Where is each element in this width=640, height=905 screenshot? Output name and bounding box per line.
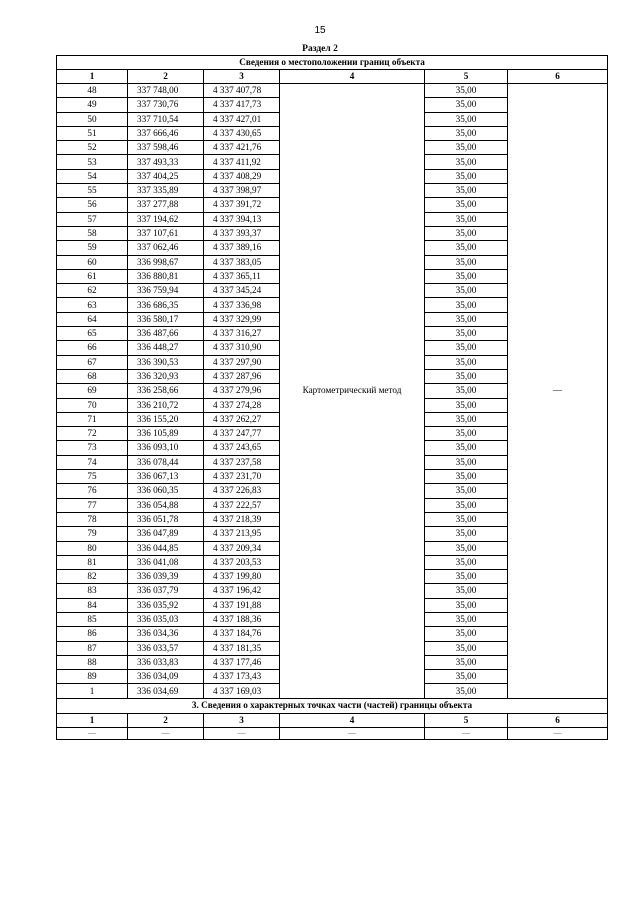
x-coordinate-cell: 336 054,88 [128,498,204,512]
accuracy-cell: 35,00 [425,455,508,469]
accuracy-cell: 35,00 [425,312,508,326]
point-number-cell: 67 [57,355,128,369]
point-number-cell: 55 [57,184,128,198]
boundary-table [56,55,608,740]
accuracy-cell: 35,00 [425,498,508,512]
y-coordinate-cell: 4 337 199,80 [204,570,280,584]
y-coordinate-cell: 4 337 389,16 [204,241,280,255]
x-coordinate-cell: 336 448,27 [128,341,204,355]
x-coordinate-cell: 336 880,81 [128,269,204,283]
accuracy-cell: 35,00 [425,627,508,641]
y-coordinate-cell: 4 337 391,72 [204,198,280,212]
x-coordinate-cell: 337 748,00 [128,84,204,98]
x-coordinate-cell: 336 067,13 [128,470,204,484]
point-number-cell: 81 [57,555,128,569]
y-coordinate-cell: 4 337 408,29 [204,169,280,183]
point-number-cell: 70 [57,398,128,412]
x-coordinate-cell: 337 666,46 [128,126,204,140]
point-number-cell: 82 [57,570,128,584]
accuracy-cell: 35,00 [425,684,508,698]
empty-cell: — [204,727,280,739]
column-header: 3 [204,713,280,727]
point-number-cell: 85 [57,612,128,626]
accuracy-cell: 35,00 [425,284,508,298]
y-coordinate-cell: 4 337 188,36 [204,612,280,626]
point-number-cell: 1 [57,684,128,698]
table-title-row [57,56,608,70]
point-number-cell: 52 [57,141,128,155]
accuracy-cell: 35,00 [425,112,508,126]
y-coordinate-cell: 4 337 310,90 [204,341,280,355]
x-coordinate-cell: 336 033,83 [128,655,204,669]
accuracy-cell: 35,00 [425,255,508,269]
point-number-cell: 76 [57,484,128,498]
column-header: 6 [508,713,608,727]
accuracy-cell: 35,00 [425,226,508,240]
y-coordinate-cell: 4 337 231,70 [204,470,280,484]
point-number-cell: 88 [57,655,128,669]
x-coordinate-cell: 336 759,94 [128,284,204,298]
y-coordinate-cell: 4 337 427,01 [204,112,280,126]
point-number-cell: 74 [57,455,128,469]
y-coordinate-cell: 4 337 365,11 [204,269,280,283]
x-coordinate-cell: 337 062,46 [128,241,204,255]
point-number-cell: 77 [57,498,128,512]
y-coordinate-cell: 4 337 184,76 [204,627,280,641]
point-number-cell: 57 [57,212,128,226]
x-coordinate-cell: 336 686,35 [128,298,204,312]
y-coordinate-cell: 4 337 191,88 [204,598,280,612]
empty-cell: — [57,727,128,739]
y-coordinate-cell: 4 337 213,95 [204,527,280,541]
y-coordinate-cell: 4 337 329,99 [204,312,280,326]
accuracy-cell: 35,00 [425,598,508,612]
description-cell: — [508,84,608,699]
accuracy-cell: 35,00 [425,269,508,283]
point-number-cell: 62 [57,284,128,298]
empty-cell: — [508,727,608,739]
section-title: Раздел 2 [302,44,338,54]
x-coordinate-cell: 336 037,79 [128,584,204,598]
accuracy-cell: 35,00 [425,84,508,98]
accuracy-cell: 35,00 [425,412,508,426]
point-number-cell: 50 [57,112,128,126]
column-header: 2 [128,70,204,84]
x-coordinate-cell: 336 034,36 [128,627,204,641]
x-coordinate-cell: 337 710,54 [128,112,204,126]
point-number-cell: 89 [57,670,128,684]
section3-header-row [57,713,608,727]
column-header: 4 [280,70,425,84]
point-number-cell: 60 [57,255,128,269]
point-number-cell: 87 [57,641,128,655]
x-coordinate-cell: 336 034,09 [128,670,204,684]
x-coordinate-cell: 337 404,25 [128,169,204,183]
x-coordinate-cell: 336 041,08 [128,555,204,569]
x-coordinate-cell: 336 487,66 [128,327,204,341]
point-number-cell: 68 [57,369,128,383]
accuracy-cell: 35,00 [425,327,508,341]
point-number-cell: 49 [57,98,128,112]
x-coordinate-cell: 336 044,85 [128,541,204,555]
accuracy-cell: 35,00 [425,384,508,398]
x-coordinate-cell: 336 155,20 [128,412,204,426]
accuracy-cell: 35,00 [425,441,508,455]
x-coordinate-cell: 336 105,89 [128,427,204,441]
point-number-cell: 58 [57,226,128,240]
y-coordinate-cell: 4 337 383,05 [204,255,280,269]
table-row [57,84,608,98]
point-number-cell: 54 [57,169,128,183]
accuracy-cell: 35,00 [425,155,508,169]
y-coordinate-cell: 4 337 218,39 [204,512,280,526]
x-coordinate-cell: 336 039,39 [128,570,204,584]
y-coordinate-cell: 4 337 430,65 [204,126,280,140]
column-header: 3 [204,70,280,84]
column-header: 5 [425,713,508,727]
point-number-cell: 83 [57,584,128,598]
y-coordinate-cell: 4 337 421,76 [204,141,280,155]
x-coordinate-cell: 336 051,78 [128,512,204,526]
y-coordinate-cell: 4 337 169,03 [204,684,280,698]
point-number-cell: 71 [57,412,128,426]
page-number: 15 [314,25,326,36]
x-coordinate-cell: 336 390,53 [128,355,204,369]
point-number-cell: 64 [57,312,128,326]
accuracy-cell: 35,00 [425,198,508,212]
column-header: 1 [57,713,128,727]
y-coordinate-cell: 4 337 209,34 [204,541,280,555]
y-coordinate-cell: 4 337 203,53 [204,555,280,569]
table-title: Сведения о местоположении границ объекта [57,56,608,70]
accuracy-cell: 35,00 [425,169,508,183]
accuracy-cell: 35,00 [425,512,508,526]
y-coordinate-cell: 4 337 411,92 [204,155,280,169]
accuracy-cell: 35,00 [425,184,508,198]
column-header: 1 [57,70,128,84]
accuracy-cell: 35,00 [425,584,508,598]
point-number-cell: 73 [57,441,128,455]
point-number-cell: 51 [57,126,128,140]
x-coordinate-cell: 337 194,62 [128,212,204,226]
empty-cell: — [128,727,204,739]
x-coordinate-cell: 336 035,03 [128,612,204,626]
accuracy-cell: 35,00 [425,541,508,555]
x-coordinate-cell: 336 210,72 [128,398,204,412]
accuracy-cell: 35,00 [425,641,508,655]
y-coordinate-cell: 4 337 173,43 [204,670,280,684]
accuracy-cell: 35,00 [425,398,508,412]
y-coordinate-cell: 4 337 243,65 [204,441,280,455]
y-coordinate-cell: 4 337 336,98 [204,298,280,312]
accuracy-cell: 35,00 [425,670,508,684]
y-coordinate-cell: 4 337 417,73 [204,98,280,112]
y-coordinate-cell: 4 337 345,24 [204,284,280,298]
column-header: 5 [425,70,508,84]
x-coordinate-cell: 337 493,33 [128,155,204,169]
y-coordinate-cell: 4 337 181,35 [204,641,280,655]
point-number-cell: 69 [57,384,128,398]
y-coordinate-cell: 4 337 237,58 [204,455,280,469]
accuracy-cell: 35,00 [425,341,508,355]
y-coordinate-cell: 4 337 247,77 [204,427,280,441]
y-coordinate-cell: 4 337 394,13 [204,212,280,226]
empty-cell: — [425,727,508,739]
point-number-cell: 79 [57,527,128,541]
point-number-cell: 72 [57,427,128,441]
x-coordinate-cell: 336 060,35 [128,484,204,498]
point-number-cell: 48 [57,84,128,98]
accuracy-cell: 35,00 [425,484,508,498]
method-cell: Картометрический метод [280,84,425,699]
accuracy-cell: 35,00 [425,355,508,369]
accuracy-cell: 35,00 [425,369,508,383]
x-coordinate-cell: 337 598,46 [128,141,204,155]
x-coordinate-cell: 336 320,93 [128,369,204,383]
y-coordinate-cell: 4 337 196,42 [204,584,280,598]
y-coordinate-cell: 4 337 279,96 [204,384,280,398]
x-coordinate-cell: 336 258,66 [128,384,204,398]
accuracy-cell: 35,00 [425,570,508,584]
y-coordinate-cell: 4 337 287,96 [204,369,280,383]
x-coordinate-cell: 337 107,61 [128,226,204,240]
point-number-cell: 84 [57,598,128,612]
x-coordinate-cell: 336 034,69 [128,684,204,698]
column-header: 2 [128,713,204,727]
empty-cell: — [280,727,425,739]
point-number-cell: 66 [57,341,128,355]
section3-title: 3. Сведения о характерных точках части (частей) границы объекта [57,698,608,713]
accuracy-cell: 35,00 [425,141,508,155]
y-coordinate-cell: 4 337 398,97 [204,184,280,198]
accuracy-cell: 35,00 [425,470,508,484]
point-number-cell: 65 [57,327,128,341]
accuracy-cell: 35,00 [425,126,508,140]
x-coordinate-cell: 337 277,88 [128,198,204,212]
accuracy-cell: 35,00 [425,241,508,255]
y-coordinate-cell: 4 337 274,28 [204,398,280,412]
accuracy-cell: 35,00 [425,555,508,569]
point-number-cell: 63 [57,298,128,312]
accuracy-cell: 35,00 [425,212,508,226]
y-coordinate-cell: 4 337 177,46 [204,655,280,669]
x-coordinate-cell: 336 580,17 [128,312,204,326]
accuracy-cell: 35,00 [425,655,508,669]
x-coordinate-cell: 336 998,67 [128,255,204,269]
y-coordinate-cell: 4 337 226,83 [204,484,280,498]
y-coordinate-cell: 4 337 393,37 [204,226,280,240]
point-number-cell: 53 [57,155,128,169]
column-header: 4 [280,713,425,727]
x-coordinate-cell: 336 093,10 [128,441,204,455]
y-coordinate-cell: 4 337 407,78 [204,84,280,98]
x-coordinate-cell: 336 047,89 [128,527,204,541]
point-number-cell: 56 [57,198,128,212]
y-coordinate-cell: 4 337 297,90 [204,355,280,369]
column-header: 6 [508,70,608,84]
accuracy-cell: 35,00 [425,427,508,441]
x-coordinate-cell: 336 033,57 [128,641,204,655]
point-number-cell: 75 [57,470,128,484]
section3-row [57,727,608,739]
accuracy-cell: 35,00 [425,612,508,626]
point-number-cell: 78 [57,512,128,526]
x-coordinate-cell: 336 078,44 [128,455,204,469]
x-coordinate-cell: 336 035,92 [128,598,204,612]
point-number-cell: 86 [57,627,128,641]
y-coordinate-cell: 4 337 316,27 [204,327,280,341]
section3-title-row [57,698,608,713]
accuracy-cell: 35,00 [425,98,508,112]
y-coordinate-cell: 4 337 222,57 [204,498,280,512]
x-coordinate-cell: 337 730,76 [128,98,204,112]
point-number-cell: 61 [57,269,128,283]
y-coordinate-cell: 4 337 262,27 [204,412,280,426]
column-header-row [57,70,608,84]
point-number-cell: 59 [57,241,128,255]
accuracy-cell: 35,00 [425,527,508,541]
accuracy-cell: 35,00 [425,298,508,312]
x-coordinate-cell: 337 335,89 [128,184,204,198]
point-number-cell: 80 [57,541,128,555]
